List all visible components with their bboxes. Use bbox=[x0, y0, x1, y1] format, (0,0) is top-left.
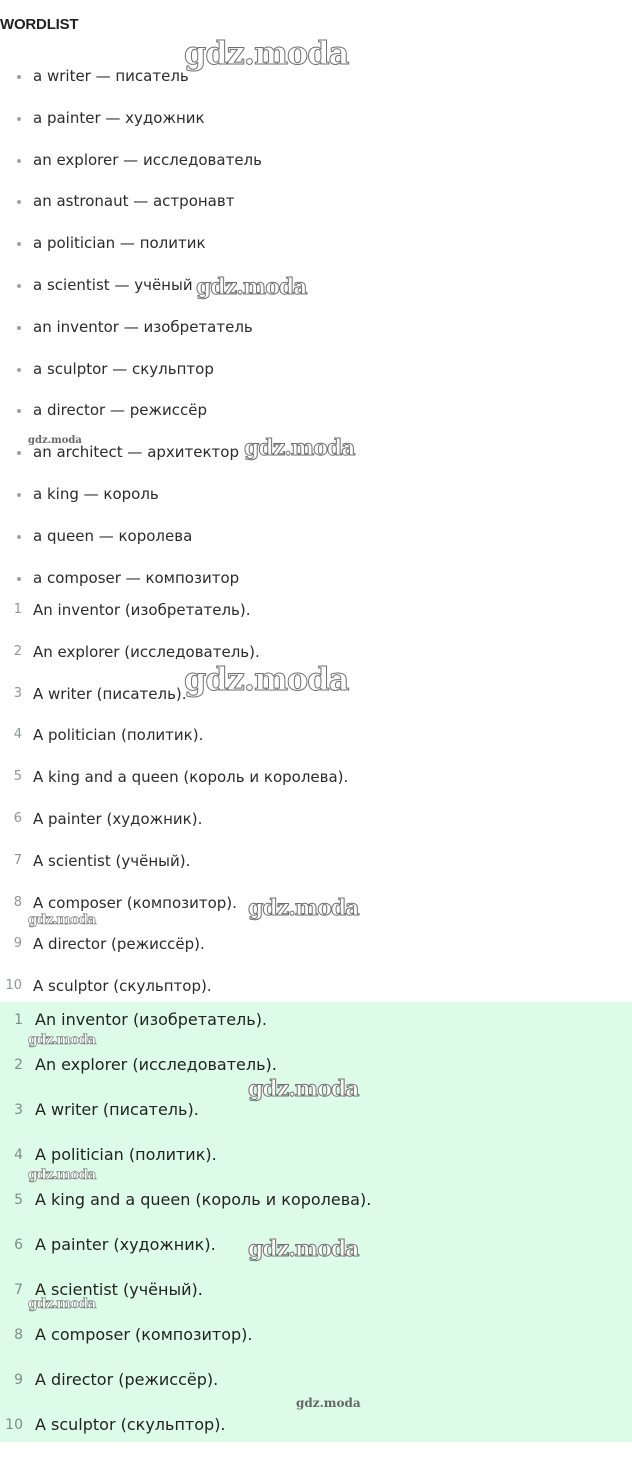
answer-number: 1 bbox=[13, 602, 22, 617]
bullet-dot-icon bbox=[17, 117, 21, 121]
wordlist-item-text: an astronaut — астронавт bbox=[33, 192, 235, 211]
answer-box-text: A painter (художник). bbox=[35, 1235, 216, 1254]
answer-box-number: 10 bbox=[5, 1417, 23, 1433]
answer-box-text: A writer (писатель). bbox=[35, 1100, 199, 1119]
wordlist-item-text: a writer — писатель bbox=[33, 67, 189, 85]
wordlist-item bbox=[0, 311, 632, 353]
answer-item bbox=[0, 928, 632, 970]
bullet-dot-icon bbox=[17, 242, 21, 246]
answer-item bbox=[0, 719, 632, 761]
bullet-dot-icon bbox=[17, 326, 21, 330]
wordlist-item-text: a king — король bbox=[33, 484, 159, 503]
wordlist-item-text: an explorer — исследователь bbox=[33, 150, 262, 169]
answer-text: A sculptor (скульптор). bbox=[33, 977, 212, 996]
answer-box bbox=[0, 1002, 632, 1442]
answer-text: A director (режиссёр). bbox=[33, 935, 205, 954]
answer-number: 2 bbox=[13, 643, 22, 659]
wordlist-item-text: an architect — архитектор bbox=[33, 443, 239, 462]
answer-box-text: A director (режиссёр). bbox=[35, 1370, 219, 1389]
wordlist-item bbox=[0, 60, 632, 102]
bullet-dot-icon bbox=[17, 75, 21, 79]
answer-box-text: An inventor (изобретатель). bbox=[35, 1010, 268, 1029]
wordlist-item bbox=[0, 436, 632, 478]
answer-box-item bbox=[0, 1366, 632, 1411]
wordlist-item bbox=[0, 478, 632, 520]
answer-box-number: 8 bbox=[14, 1327, 23, 1343]
answer-box-number: 7 bbox=[14, 1282, 23, 1298]
answer-item bbox=[0, 887, 632, 929]
answer-box-item bbox=[0, 1276, 632, 1321]
answer-box-item bbox=[0, 1186, 632, 1231]
answer-box-item bbox=[0, 1096, 632, 1141]
answer-box-list bbox=[0, 1006, 632, 1456]
answer-box-number: 4 bbox=[14, 1147, 23, 1163]
watermark: gdz.moda bbox=[184, 660, 349, 698]
watermark: gdz.moda bbox=[28, 1032, 96, 1048]
watermark: gdz.moda bbox=[296, 1396, 361, 1410]
bullet-dot-icon bbox=[17, 493, 21, 497]
page-title: WORDLIST bbox=[0, 16, 79, 33]
answer-box-text: A scientist (учёный). bbox=[35, 1280, 203, 1299]
answer-box-text: A king and a queen (король и королева). bbox=[35, 1190, 372, 1209]
answer-box-item bbox=[0, 1231, 632, 1276]
answer-number: 8 bbox=[13, 894, 22, 910]
wordlist-item bbox=[0, 102, 632, 144]
answer-number: 5 bbox=[13, 769, 22, 785]
wordlist-item-text: a painter — художник bbox=[33, 108, 205, 127]
wordlist-item-text: an inventor — изобретатель bbox=[33, 317, 253, 336]
wordlist-item bbox=[0, 520, 632, 562]
bullet-dot-icon bbox=[17, 159, 21, 163]
watermark: gdz.moda bbox=[28, 1296, 96, 1312]
watermark: gdz.moda bbox=[248, 1076, 359, 1102]
answer-item bbox=[0, 845, 632, 887]
wordlist-item-text: a politician — политик bbox=[33, 234, 206, 253]
answer-box-text: An explorer (исследователь). bbox=[35, 1055, 277, 1074]
bullet-dot-icon bbox=[17, 284, 21, 288]
answer-list bbox=[0, 594, 632, 1012]
watermark: gdz.moda bbox=[248, 1236, 359, 1262]
answer-text: A politician (политик). bbox=[33, 726, 204, 745]
answer-number: 9 bbox=[13, 936, 22, 952]
wordlist-item-text: a scientist — учёный bbox=[33, 275, 193, 294]
answer-box-text: A politician (политик). bbox=[35, 1145, 217, 1164]
bullet-dot-icon bbox=[17, 368, 21, 372]
answer-text: A king and a queen (король и королева). bbox=[33, 768, 349, 787]
answer-box-text: A sculptor (скульптор). bbox=[35, 1415, 226, 1434]
wordlist-item bbox=[0, 353, 632, 395]
wordlist-item-text: a sculptor — скульптор bbox=[33, 359, 214, 378]
answer-item bbox=[0, 594, 632, 636]
watermark: gdz.moda bbox=[184, 34, 349, 72]
answer-box-number: 1 bbox=[14, 1012, 23, 1028]
answer-item bbox=[0, 678, 632, 720]
answer-text: A painter (художник). bbox=[33, 809, 203, 828]
wordlist bbox=[0, 60, 632, 603]
answer-text: A composer (композитор). bbox=[33, 893, 237, 912]
answer-box-number: 3 bbox=[14, 1102, 23, 1118]
answer-box-number: 9 bbox=[14, 1372, 23, 1388]
answer-box-number: 2 bbox=[14, 1057, 23, 1073]
watermark: gdz.moda bbox=[28, 435, 82, 446]
wordlist-item-text: a composer — композитор bbox=[33, 568, 240, 587]
answer-number: 6 bbox=[13, 810, 22, 826]
answer-box-text: A composer (композитор). bbox=[35, 1325, 253, 1344]
bullet-dot-icon bbox=[17, 535, 21, 539]
answer-box-number: 5 bbox=[14, 1192, 23, 1208]
wordlist-item bbox=[0, 269, 632, 311]
answer-box-item bbox=[0, 1141, 632, 1186]
wordlist-item bbox=[0, 227, 632, 269]
bullet-dot-icon bbox=[17, 577, 21, 581]
bullet-dot-icon bbox=[17, 451, 21, 455]
answer-box-item bbox=[0, 1321, 632, 1366]
answer-box-item bbox=[0, 1411, 632, 1456]
wordlist-item bbox=[0, 185, 632, 227]
answer-item bbox=[0, 803, 632, 845]
answer-text: An inventor (изобретатель). bbox=[33, 601, 251, 619]
wordlist-item-text: a director — режиссёр bbox=[33, 401, 207, 420]
bullet-dot-icon bbox=[17, 409, 21, 413]
answer-box-item bbox=[0, 1006, 632, 1051]
watermark: gdz.moda bbox=[244, 435, 355, 461]
answer-text: A writer (писатель). bbox=[33, 684, 187, 703]
answer-number: 4 bbox=[13, 727, 22, 743]
wordlist-item bbox=[0, 394, 632, 436]
wordlist-item-text: a queen — королева bbox=[33, 526, 193, 545]
answer-box-number: 6 bbox=[14, 1237, 23, 1253]
answer-item bbox=[0, 761, 632, 803]
answer-number: 7 bbox=[13, 852, 22, 868]
answer-item bbox=[0, 636, 632, 678]
watermark: gdz.moda bbox=[28, 912, 96, 928]
wordlist-item bbox=[0, 144, 632, 186]
watermark: gdz.moda bbox=[196, 274, 307, 300]
answer-text: An explorer (исследователь). bbox=[33, 642, 260, 661]
watermark: gdz.moda bbox=[28, 1167, 96, 1183]
watermark: gdz.moda bbox=[248, 895, 359, 921]
answer-box-item bbox=[0, 1051, 632, 1096]
bullet-dot-icon bbox=[17, 200, 21, 204]
answer-number: 10 bbox=[5, 978, 22, 994]
answer-text: A scientist (учёный). bbox=[33, 851, 191, 870]
answer-number: 3 bbox=[13, 685, 22, 701]
